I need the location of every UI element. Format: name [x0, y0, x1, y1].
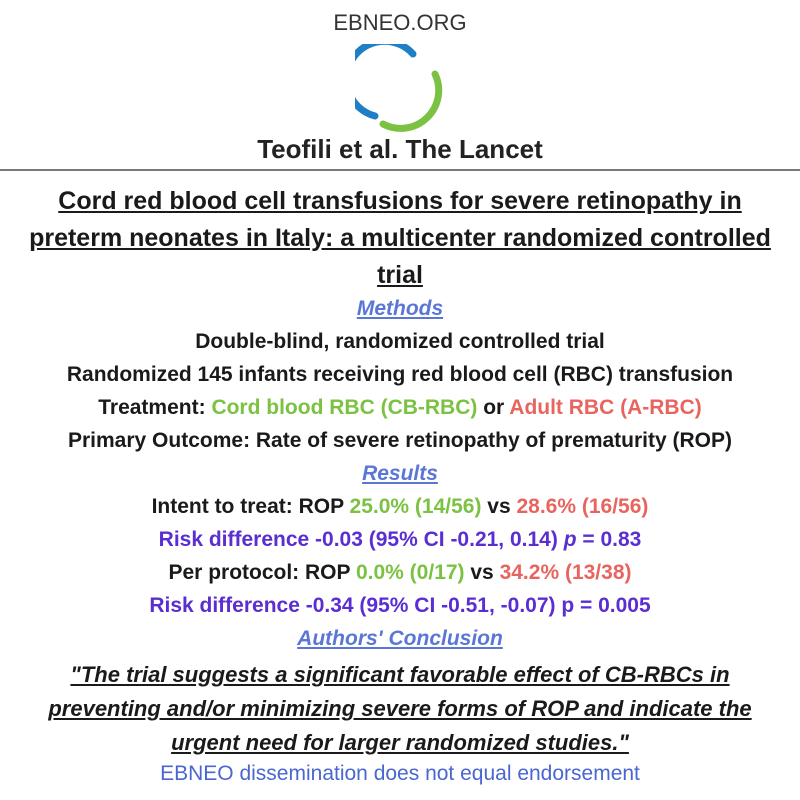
- methods-outcome: Primary Outcome: Rate of severe retinopathy of prematurity (ROP): [68, 429, 732, 452]
- methods-heading-text: Methods: [356, 297, 444, 320]
- conclusion-text: "The trial suggests a significant favorable effect of CB-RBCs in preventing and/or minimizing severe forms of ROP and indicate the urgent need for larger randomized studies.": [48, 662, 752, 755]
- results-heading-text: Results: [362, 462, 438, 485]
- site-name: EBNEO.ORG: [333, 10, 467, 35]
- itt-risk-text: Risk difference -0.03 (95% CI -0.21, 0.14): [158, 528, 564, 551]
- results-pp-risk: Risk difference -0.34 (95% CI -0.51, -0.07) p = 0.005: [149, 594, 651, 617]
- treatment-cb-rbc: Cord blood RBC (CB-RBC): [211, 396, 478, 419]
- treatment-or: or: [477, 396, 510, 419]
- disclaimer: EBNEO dissemination does not equal endorsement: [160, 762, 640, 785]
- divider: [0, 169, 800, 171]
- itt-risk-value: = 0.83: [576, 528, 642, 551]
- pp-a-rbc: 34.2% (13/38): [499, 561, 632, 584]
- pp-label: Per protocol: ROP: [168, 561, 356, 584]
- methods-design: Double-blind, randomized controlled trial: [195, 330, 605, 353]
- itt-a-rbc: 28.6% (16/56): [516, 495, 649, 518]
- results-pp: [0, 561, 800, 585]
- methods-treatment: [0, 396, 800, 420]
- itt-cb-rbc: 25.0% (14/56): [349, 495, 482, 518]
- ebneo-logo-icon: [355, 44, 445, 134]
- pp-cb-rbc: 0.0% (0/17): [355, 561, 465, 584]
- pp-vs: vs: [464, 561, 500, 584]
- results-itt-risk: [0, 528, 800, 552]
- treatment-label: Treatment:: [98, 396, 212, 419]
- conclusion-heading-text: Authors' Conclusion: [297, 627, 503, 650]
- itt-vs: vs: [481, 495, 517, 518]
- methods-population: Randomized 145 infants receiving red blood cell (RBC) transfusion: [66, 363, 734, 386]
- treatment-a-rbc: Adult RBC (A-RBC): [509, 396, 702, 419]
- itt-label: Intent to treat: ROP: [151, 495, 350, 518]
- conclusion-heading: [0, 627, 800, 651]
- itt-risk-p: p: [563, 528, 577, 551]
- results-heading: [0, 462, 800, 486]
- methods-heading: [0, 297, 800, 321]
- results-itt: [0, 495, 800, 519]
- citation: Teofili et al. The Lancet: [257, 134, 543, 164]
- article-title: Cord red blood cell transfusions for severe retinopathy in preterm neonates in Italy: a multicenter randomized controlled trial: [29, 187, 771, 289]
